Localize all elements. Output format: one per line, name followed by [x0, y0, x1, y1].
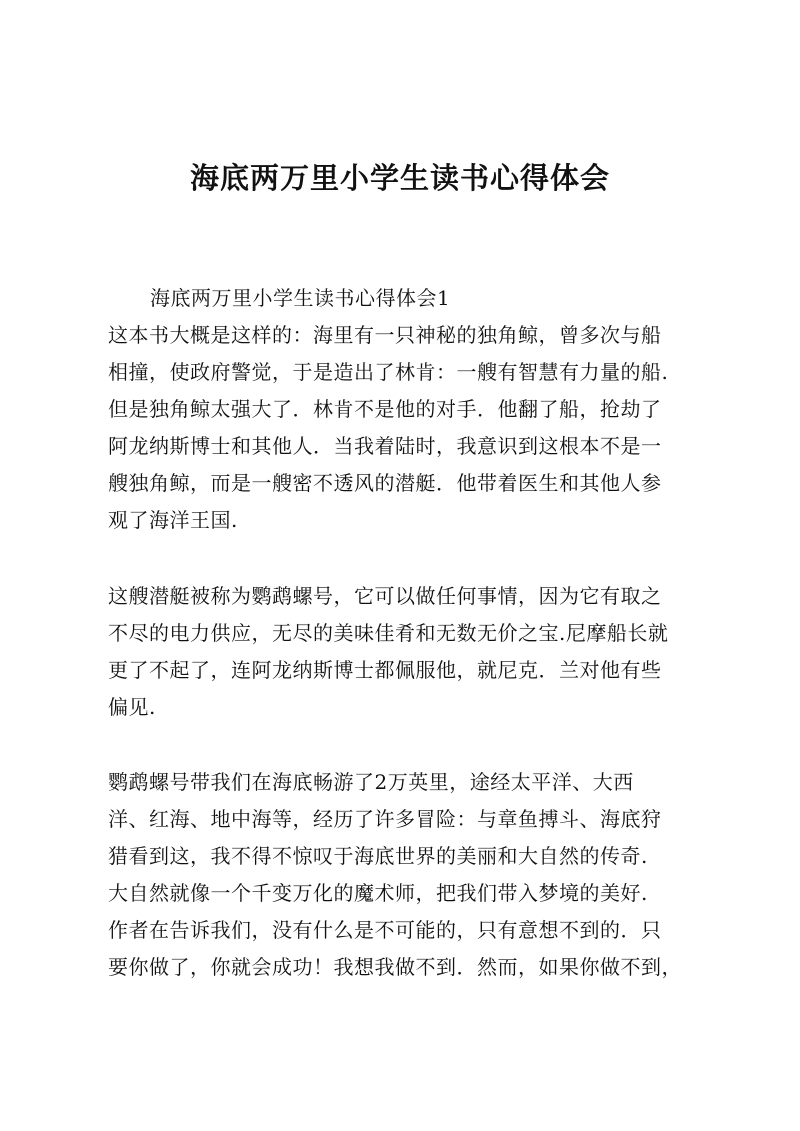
- paragraph-line: 更了不起了，连阿龙纳斯博士都佩服他，就尼克．兰对他有些: [108, 658, 662, 682]
- paragraph-line: 观了海洋王国.: [108, 508, 238, 532]
- paragraph-line: 作者在告诉我们，没有什么是不可能的，只有意想不到的．只: [108, 918, 662, 942]
- paragraph-line: 猎看到这，我不得不惊叹于海底世界的美丽和大自然的传奇.: [108, 844, 648, 868]
- paragraph-line: 大自然就像一个千变万化的魔术师，把我们带入梦境的美好.: [108, 881, 648, 905]
- paragraph-line: 鹦鹉螺号带我们在海底畅游了2万英里，途经太平洋、大西: [108, 770, 634, 794]
- paragraph-line: 洋、红海、地中海等，经历了许多冒险：与章鱼搏斗、海底狩: [108, 807, 662, 831]
- paragraph-line: 这艘潜艇被称为鹦鹉螺号，它可以做任何事情，因为它有取之: [108, 584, 662, 608]
- paragraph-line: 这本书大概是这样的：海里有一只神秘的独角鲸，曾多次与船: [108, 323, 662, 347]
- paragraph-1: [108, 317, 698, 539]
- paragraph-line: 艘独角鲸，而是一艘密不透风的潜艇．他带着医生和其他人参: [108, 471, 662, 495]
- paragraph-line: 不尽的电力供应，无尽的美味佳肴和无数无价之宝.尼摩船长就: [108, 621, 669, 645]
- paragraph-line: 阿龙纳斯博士和其他人．当我着陆时，我意识到这根本不是一: [108, 434, 662, 458]
- paragraph-line: 但是独角鲸太强大了．林肯不是他的对手．他翻了船，抢劫了: [108, 397, 662, 421]
- section-heading: 海底两万里小学生读书心得体会1: [150, 286, 451, 310]
- paragraph-line: 相撞，使政府警觉，于是造出了林肯：一艘有智慧有力量的船.: [108, 360, 669, 384]
- paragraph-line: 要你做了，你就会成功！我想我做不到．然而，如果你做不到，: [108, 955, 682, 979]
- section-heading-block: [108, 280, 698, 317]
- paragraph-line: 偏见.: [108, 695, 156, 719]
- paragraph-2: [108, 578, 698, 726]
- paragraph-3: [108, 764, 698, 986]
- document-title: 海底两万里小学生读书心得体会: [189, 161, 610, 195]
